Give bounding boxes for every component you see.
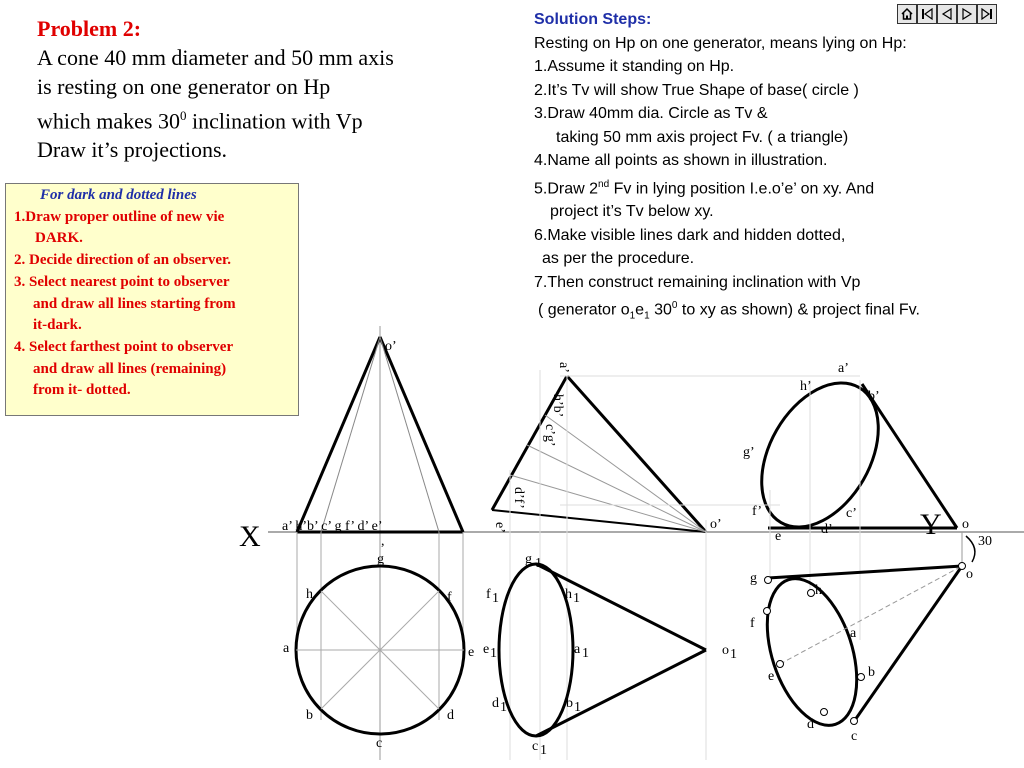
label-tv1-e: e [468,645,475,660]
note-line: and draw all lines (remaining) [33,360,227,377]
label-tv3-c1: c [851,729,858,744]
note-line: and draw all lines starting from [33,295,236,312]
label-tv3-e1: e [768,669,775,684]
problem-line: is resting on one generator on Hp [37,74,331,99]
svg-text:1: 1 [730,647,737,662]
svg-text:1: 1 [535,556,542,571]
label-fv3-g1: g’ [743,445,755,460]
view3-front-view [560,361,969,640]
label-tv3-f1: f [750,616,755,631]
label-fv1-base: a’ h’b’ c’ g f’ d’ e’ [282,519,383,534]
svg-text:1: 1 [573,591,580,606]
label-tv2-h1: h [565,587,572,602]
label-tv3-a1: a [850,626,857,641]
label-fv3-f1: f’ [752,504,763,519]
label-tv2-c1: c [532,739,539,754]
label-fv3-b1: b’ [868,389,880,404]
label-fv3-e1: e [775,529,782,544]
x-label: X [239,520,261,553]
label-tv3-b1: b [868,665,875,680]
angle-arc [966,536,975,562]
step-line: 2.It’s Tv will show True Shape of base( circle ) [534,81,859,99]
label-tv2-g1: g [525,552,532,567]
step-line: 1.Assume it standing on Hp. [534,58,735,75]
label-tv2-f1: f [486,587,491,602]
note-line: 2. Decide direction of an observer. [14,252,232,269]
label-tv2-e1: e [483,642,490,657]
label-tv1-b: b [306,708,313,723]
label-fv2-cg: c’g’ [542,424,557,447]
problem-line: which makes $30^0$ inclination with Vp [37,108,363,134]
label-fv2-o: o’ [710,517,722,532]
label-tv1-f: f [447,590,452,605]
label-fv3-a1: a’ [838,361,849,376]
label-tv2-b1: b [566,696,573,711]
label-tv3-d1: d [807,717,814,732]
label-tv2-a1: a [574,642,581,657]
note-line: 3. Select nearest point to observer [14,273,230,290]
step-line: 4.Name all points as shown in illustration. [534,152,828,169]
label-fv2-a: a’ [556,362,571,373]
note-title: For dark and dotted lines [40,187,197,203]
step-line: ( generator $o_1e_1$ $30^0$ to xy as shown) & project final Fv. [538,300,920,322]
label-tv3-h1: h [815,583,822,598]
problem-line: A cone 40 mm diameter and 50 mm axis [37,45,394,70]
label-tv1-g: g [377,552,384,567]
problem-line: Draw it’s projections. [37,137,228,163]
step-line: 3.Draw 40mm dia. Circle as Tv & [534,105,768,122]
svg-text:1: 1 [492,591,499,606]
step-line: 6.Make visible lines dark and hidden dotted, [534,226,846,244]
label-o-prime: o’ [385,339,397,354]
angle-label: 30 [978,534,992,549]
note-line: 1.Draw proper outline of new vie [14,208,225,225]
note-line: from it- dotted. [33,382,131,399]
svg-text:1: 1 [490,646,497,661]
step-line: project it’s Tv below xy. [550,203,714,221]
label-tv1-c: c [376,736,383,751]
svg-text:1: 1 [500,700,507,715]
label-fv3-o1: o [962,517,969,532]
label-tv1-d: d [447,708,454,723]
steps-title: Solution Steps: [534,11,652,28]
step-line: taking 50 mm axis project Fv. ( a triangle) [556,128,849,146]
problem-title: Problem 2: [37,16,142,41]
svg-text:1: 1 [574,700,581,715]
label-tv2-d1: d [492,696,499,711]
label-tv2-o1: o [722,643,729,658]
y-label: Y [920,508,942,541]
label-tv3-g1: g [750,571,757,586]
label-g-prime-comma: , [381,534,385,549]
svg-text:1: 1 [540,743,547,758]
note-line: 4. Select farthest point to observer [14,338,234,355]
label-fv3-d1: d’ [821,522,833,537]
label-tv3-o1: o [966,567,973,582]
step-line: 5.Draw 2nd Fv in lying position I.e.o’e’ on xy. And [534,178,875,197]
view3-top-view [750,532,992,744]
step-line: 7.Then construct remaining inclination with Vp [534,273,861,291]
label-fv2-df: d’f’ [511,487,526,509]
svg-text:1: 1 [582,646,589,661]
label-fv3-h1: h’ [800,379,812,394]
label-fv2-hb: h’b’ [550,394,565,418]
note-line: DARK. [35,230,83,247]
step-line: Resting on Hp on one generator, means lying on Hp: [534,34,907,52]
step-line: as per the procedure. [542,250,695,268]
note-line: it-dark. [33,317,82,334]
view1-top-view [283,552,474,751]
label-tv1-a: a [283,641,290,656]
label-fv2-e: e’ [492,522,507,533]
label-fv3-c1: c’ [846,506,857,521]
label-tv1-h: h [306,587,313,602]
view2-top-view [483,552,737,758]
